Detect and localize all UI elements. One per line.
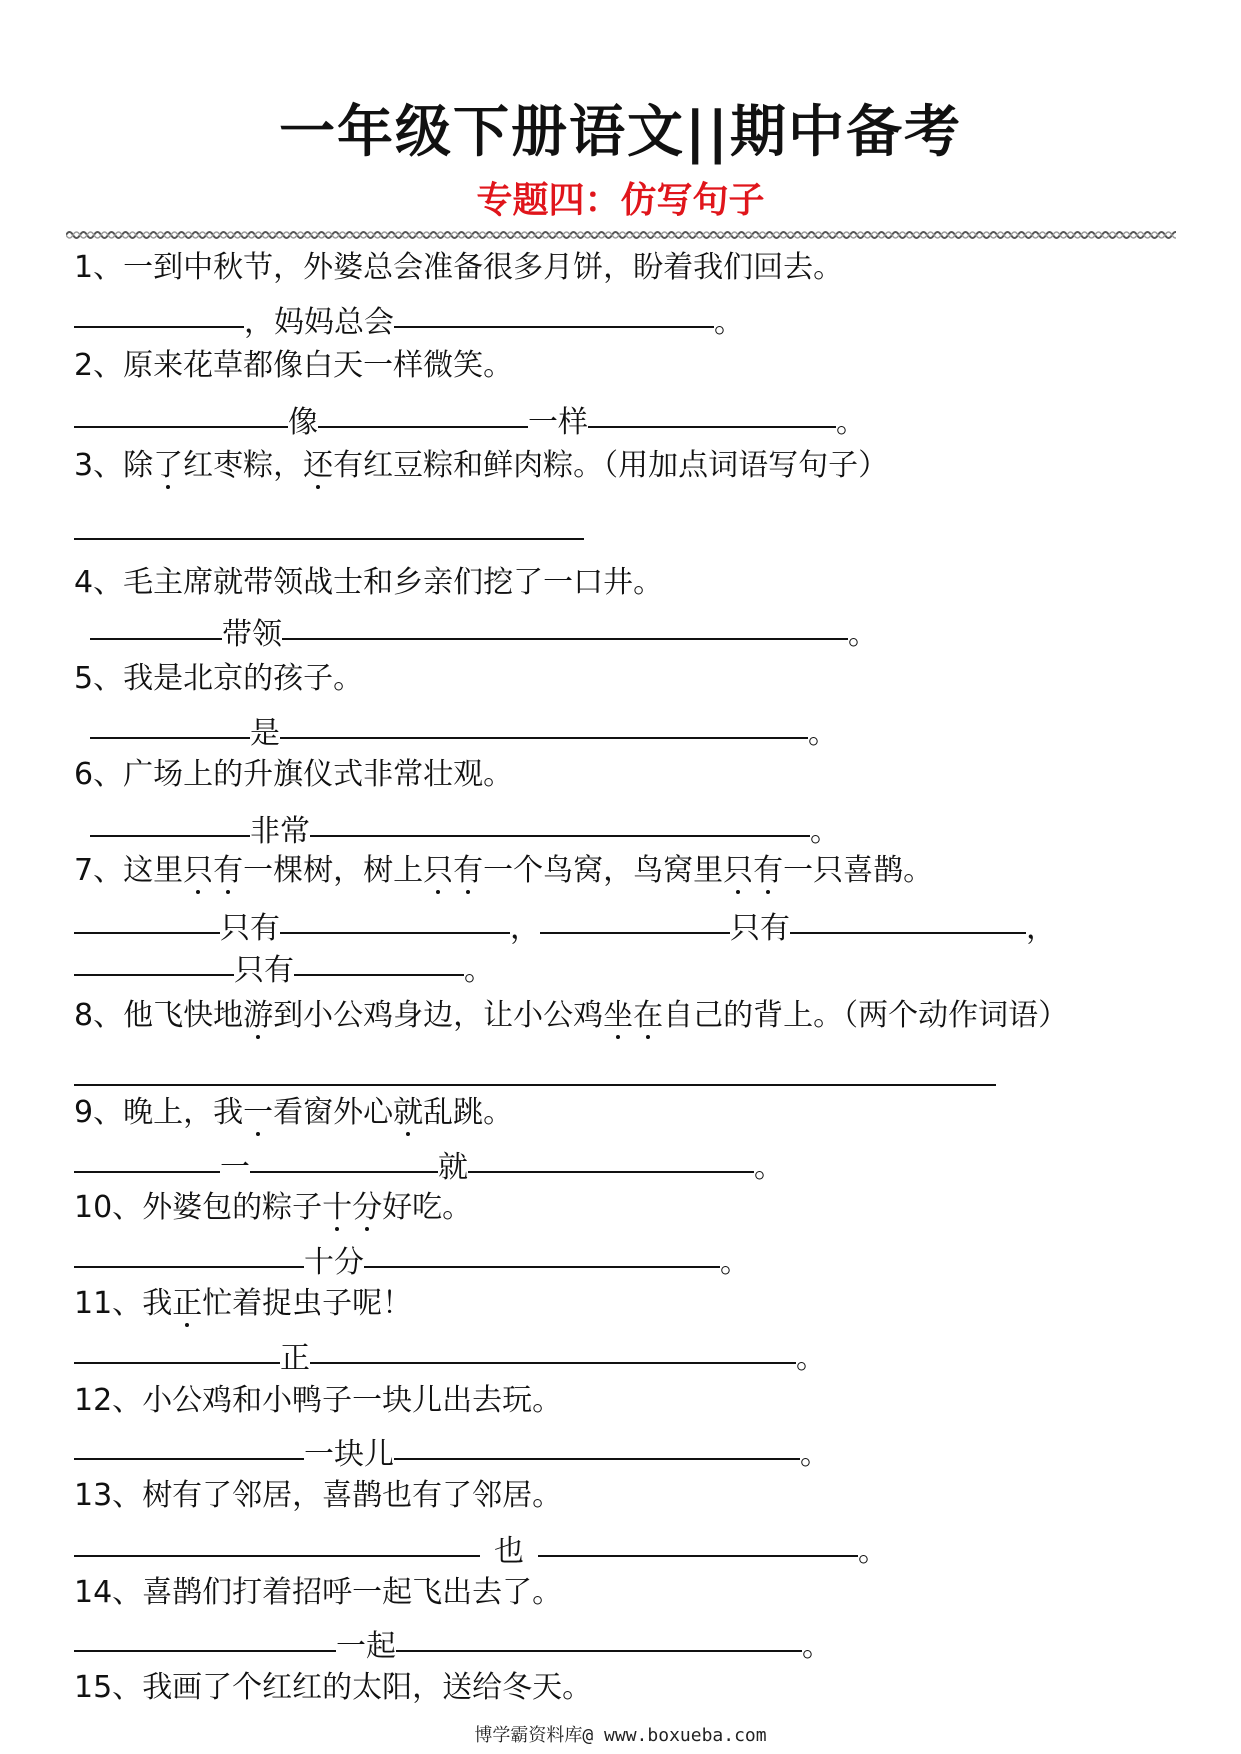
answer-blank[interactable]	[90, 703, 250, 739]
answer-blank[interactable]	[74, 1232, 304, 1268]
answer-line-14: 一起 。	[74, 1616, 832, 1662]
answer-line-7b: 只有 。	[74, 940, 494, 986]
question-7: 7、这里只有一棵树，树上只有一个鸟窝，鸟窝里只有一只喜鹊。	[74, 848, 933, 894]
answer-line-1: ，妈妈总会 。	[74, 292, 744, 338]
answer-blank[interactable]	[280, 703, 808, 739]
answer-line-5: 是 。	[90, 703, 838, 749]
decorative-divider	[66, 228, 1176, 242]
question-8: 8、他飞快地游到小公鸡身边，让小公鸡坐在自己的背上。（两个动作词语）	[74, 993, 1068, 1039]
answer-blank[interactable]	[74, 898, 220, 934]
answer-blank[interactable]	[74, 1328, 280, 1364]
page-title: 一年级下册语文||期中备考	[279, 100, 962, 165]
dotted-char: 有	[453, 848, 483, 894]
answer-blank[interactable]	[394, 292, 714, 328]
dotted-char: 在	[633, 993, 663, 1039]
dotted-char: 一	[243, 1090, 273, 1136]
dotted-char: 就	[393, 1090, 423, 1136]
answer-blank[interactable]	[538, 1521, 858, 1557]
question-15: 15、我画了个红红的太阳，送给冬天。	[74, 1670, 593, 1705]
answer-blank[interactable]	[74, 1424, 304, 1460]
dotted-char: 有	[753, 848, 783, 894]
answer-blank[interactable]	[74, 1050, 996, 1086]
answer-blank[interactable]	[74, 940, 234, 976]
answer-blank[interactable]	[310, 1328, 796, 1364]
question-6: 6、广场上的升旗仪式非常壮观。	[74, 757, 514, 792]
answer-blank[interactable]	[294, 940, 464, 976]
answer-line-10: 十分 。	[74, 1232, 750, 1278]
dotted-char: 只	[423, 848, 453, 894]
page-subtitle: 专题四：仿写句子	[476, 180, 765, 221]
dotted-char: 还	[303, 443, 333, 489]
question-10: 10、外婆包的粽子十分好吃。	[74, 1185, 472, 1231]
question-14: 14、喜鹊们打着招呼一起飞出去了。	[74, 1575, 563, 1610]
answer-blank[interactable]	[310, 801, 810, 837]
question-4: 4、毛主席就带领战士和乡亲们挖了一口井。	[74, 565, 664, 600]
footer-watermark: 博学霸资料库@ www.boxueba.com	[474, 1725, 767, 1746]
answer-blank[interactable]	[540, 898, 730, 934]
answer-blank[interactable]	[318, 392, 528, 428]
answer-blank[interactable]	[74, 292, 244, 328]
dotted-char: 只	[723, 848, 753, 894]
answer-line-13: 也 。	[74, 1521, 888, 1567]
answer-line-3	[74, 504, 584, 550]
answer-blank[interactable]	[250, 1137, 438, 1173]
answer-line-12: 一块儿 。	[74, 1424, 830, 1470]
answer-blank[interactable]	[396, 1616, 802, 1652]
answer-blank[interactable]	[282, 604, 848, 640]
answer-blank[interactable]	[468, 1137, 754, 1173]
answer-blank[interactable]	[74, 1616, 336, 1652]
answer-blank[interactable]	[74, 392, 288, 428]
answer-blank[interactable]	[588, 392, 836, 428]
answer-blank[interactable]	[280, 898, 510, 934]
dotted-char: 了	[153, 443, 183, 489]
answer-blank[interactable]	[790, 898, 1026, 934]
answer-blank[interactable]	[364, 1232, 720, 1268]
answer-line-6: 非常 。	[90, 801, 840, 847]
answer-line-2: 像 一样 。	[74, 392, 866, 438]
question-1: 1、一到中秋节，外婆总会准备很多月饼，盼着我们回去。	[74, 250, 844, 285]
question-9: 9、晚上，我一看窗外心就乱跳。	[74, 1090, 513, 1136]
answer-blank[interactable]	[74, 1521, 480, 1557]
answer-line-4: 带领 。	[90, 604, 878, 650]
question-3: 3、除了红枣粽，还有红豆粽和鲜肉粽。（用加点词语写句子）	[74, 443, 888, 489]
dotted-char: 坐	[603, 993, 633, 1039]
question-12: 12、小公鸡和小鸭子一块儿出去玩。	[74, 1383, 563, 1418]
dotted-char: 十	[322, 1185, 352, 1231]
answer-blank[interactable]	[74, 504, 584, 540]
question-5: 5、我是北京的孩子。	[74, 661, 364, 696]
answer-line-9: 一 就 。	[74, 1137, 784, 1183]
answer-blank[interactable]	[90, 604, 222, 640]
question-11: 11、我正忙着捉虫子呢！	[74, 1281, 412, 1327]
answer-blank[interactable]	[90, 801, 250, 837]
dotted-char: 只	[183, 848, 213, 894]
answer-line-11: 正 。	[74, 1328, 826, 1374]
answer-blank[interactable]	[74, 1137, 220, 1173]
question-2: 2、原来花草都像白天一样微笑。	[74, 348, 514, 383]
dotted-char: 正	[172, 1281, 202, 1327]
dotted-char: 分	[352, 1185, 382, 1231]
answer-line-7: 只有 ， 只有 ，	[74, 898, 1056, 944]
dotted-char: 有	[213, 848, 243, 894]
question-13: 13、树有了邻居，喜鹊也有了邻居。	[74, 1478, 563, 1513]
answer-blank[interactable]	[394, 1424, 800, 1460]
dotted-char: 游	[243, 993, 273, 1039]
